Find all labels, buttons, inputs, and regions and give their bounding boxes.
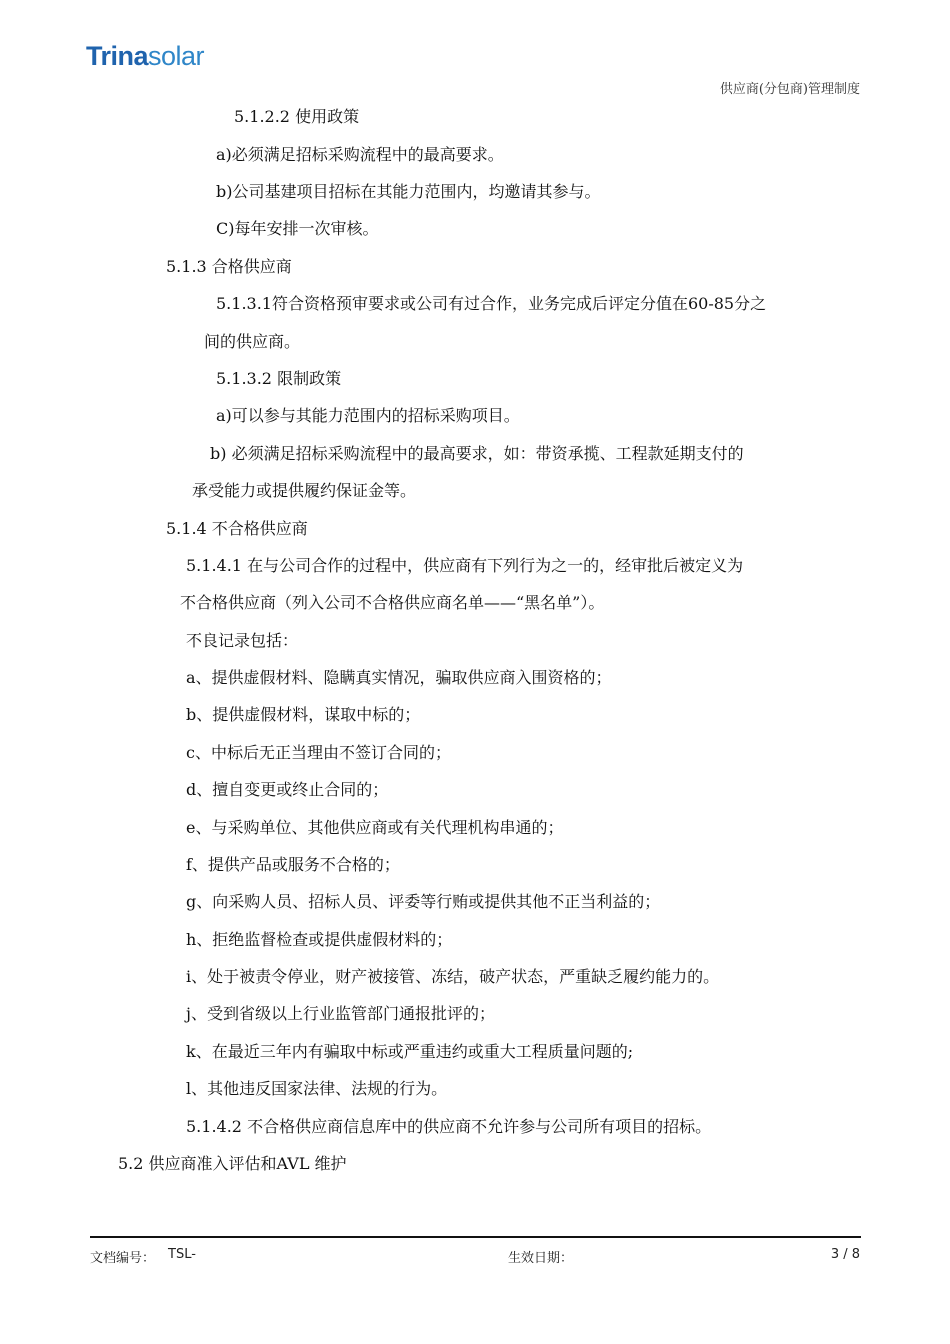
clause-5-1-4-2: 5.1.4.2 不合格供应商信息库中的供应商不允许参与公司所有项目的招标。 — [186, 1117, 712, 1136]
clause-5-1-3-2: 5.1.3.2 限制政策 — [216, 369, 342, 388]
list-item-cont: 承受能力或提供履约保证金等。 — [192, 481, 417, 500]
footer-doc-number-label: 文档编号： — [90, 1251, 156, 1266]
clause-5-1-2-2: 5.1.2.2 使用政策 — [234, 107, 360, 126]
list-item: a)必须满足招标采购流程中的最高要求。 — [216, 145, 504, 164]
list-item: f、提供产品或服务不合格的； — [186, 855, 400, 874]
logo-part-1: Trina — [86, 41, 149, 71]
section-5-1-3-heading: 5.1.3 合格供应商 — [166, 257, 292, 276]
list-item: e、与采购单位、其他供应商或有关代理机构串通的； — [186, 818, 564, 837]
footer-effective-date-label: 生效日期： — [508, 1251, 574, 1266]
list-item: d、擅自变更或终止合同的； — [186, 780, 389, 799]
list-item: a、提供虚假材料、隐瞒真实情况，骗取供应商入围资格的； — [186, 668, 612, 687]
section-5-1-4-heading: 5.1.4 不合格供应商 — [166, 519, 308, 538]
list-item: c、中标后无正当理由不签订合同的； — [186, 743, 451, 762]
list-item: b) 必须满足招标采购流程中的最高要求，如：带资承揽、工程款延期支付的 — [210, 444, 744, 463]
clause-5-1-4-1: 5.1.4.1 在与公司合作的过程中，供应商有下列行为之一的，经审批后被定义为 — [186, 556, 744, 575]
list-item: l、其他违反国家法律、法规的行为。 — [186, 1079, 448, 1098]
list-item: i、处于被责令停业，财产被接管、冻结，破产状态，严重缺乏履约能力的。 — [186, 967, 720, 986]
page-number: 3 / 8 — [830, 1247, 860, 1262]
bad-record-intro: 不良记录包括： — [186, 631, 299, 650]
list-item: a)可以参与其能力范围内的招标采购项目。 — [216, 406, 520, 425]
list-item: k、在最近三年内有骗取中标或严重违约或重大工程质量问题的; — [186, 1042, 634, 1061]
clause-5-1-3-1: 5.1.3.1符合资格预审要求或公司有过合作，业务完成后评定分值在60-85分之 — [216, 294, 767, 313]
clause-5-1-4-1-cont: 不合格供应商（列入公司不合格供应商名单——“黑名单”）。 — [180, 593, 605, 612]
section-5-2-heading: 5.2 供应商准入评估和AVL 维护 — [118, 1154, 347, 1173]
trinasolar-logo — [86, 40, 204, 72]
footer-divider — [90, 1236, 861, 1238]
list-item: j、受到省级以上行业监管部门通报批评的； — [186, 1004, 495, 1023]
document-title-header: 供应商(分包商)管理制度 — [719, 82, 860, 97]
list-item: C)每年安排一次审核。 — [216, 219, 379, 238]
logo-part-2: solar — [148, 41, 205, 71]
clause-5-1-3-1-cont: 间的供应商。 — [204, 332, 301, 351]
list-item: h、拒绝监督检查或提供虚假材料的； — [186, 930, 453, 949]
list-item: b、提供虚假材料，谋取中标的； — [186, 705, 421, 724]
footer-doc-number-value: TSL- — [168, 1247, 196, 1262]
list-item: b)公司基建项目招标在其能力范围内，均邀请其参与。 — [216, 182, 601, 201]
list-item: g、向采购人员、招标人员、评委等行贿或提供其他不正当利益的； — [186, 892, 661, 911]
